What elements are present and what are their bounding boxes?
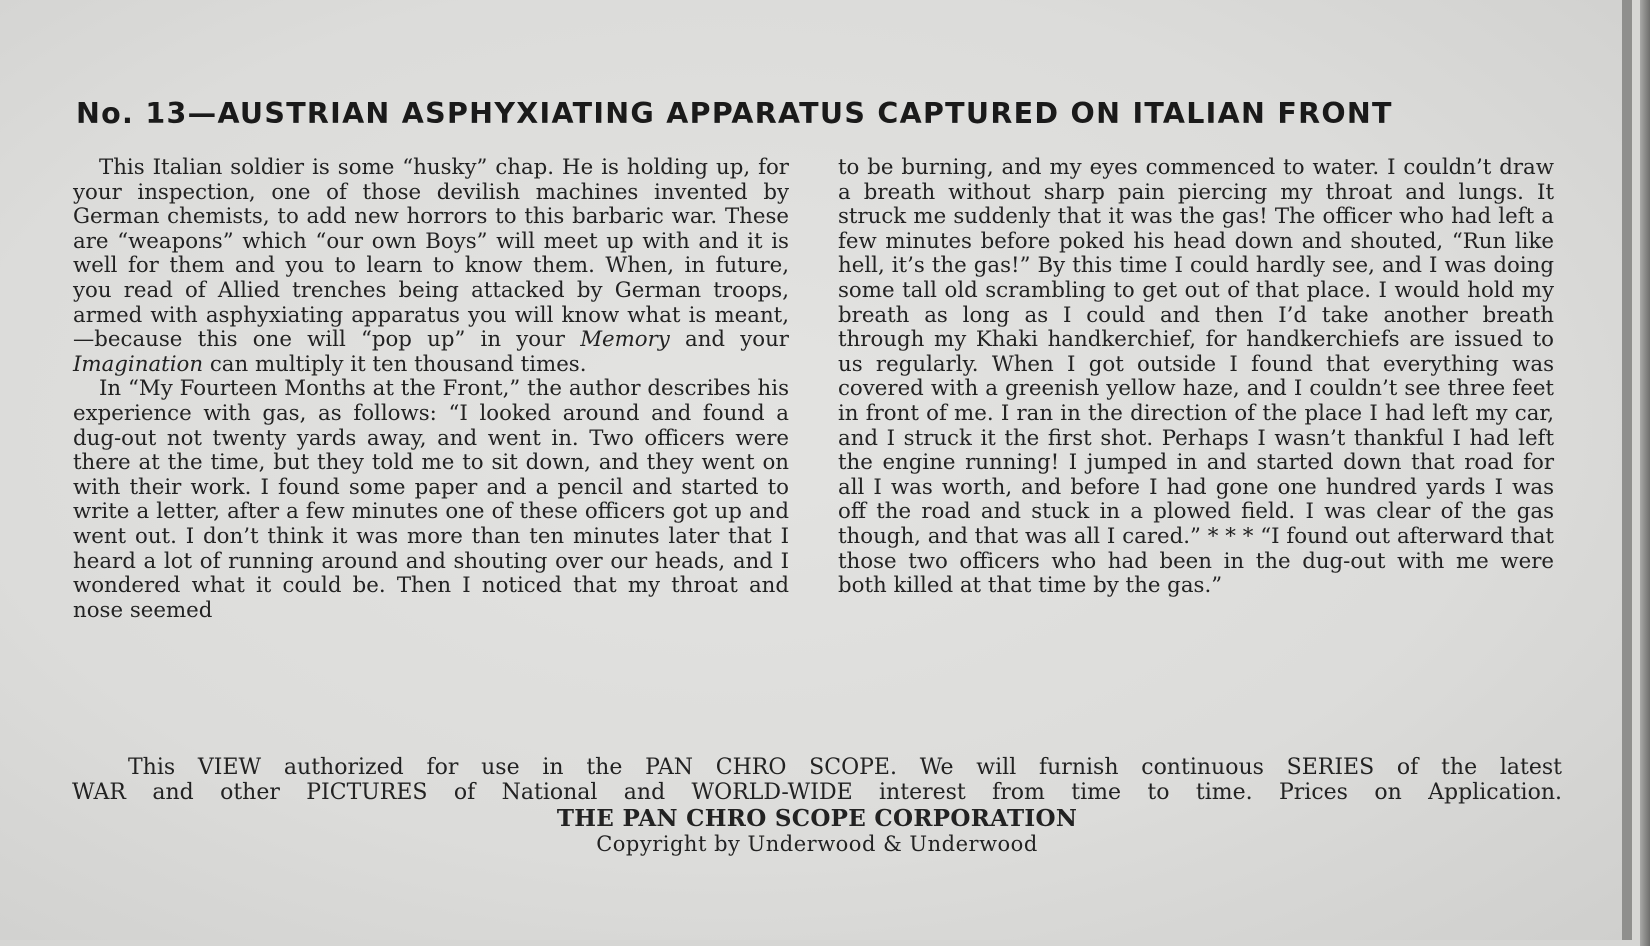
card-edge-shadow: [1640, 0, 1650, 946]
intro-text: This Italian soldier is some “husky” chap. He is holding up, for your inspection, one of those devilish machines invented by German chemists, to add new horrors to this barbaric war. These are “weapons” which “our own Boys” will meet up with and it is well for them and you to learn to know them. When, in future, you read of Allied trenches being attacked by German troops, armed with asphyxiating apparatus you will know what is meant,—because this one will “pop up” in your: [73, 155, 789, 353]
quote-paragraph-continued: to be burning, and my eyes commenced to water. I couldn’t draw a breath without sharp pain piercing my throat and lungs. It struck me suddenly that it was the gas! The officer who had left a few minutes before poked his head down and shouted, “Run like hell, it’s the gas!” By this time I could hardly see, and I was doing some tall old scrambling to get out of that place. I would hold my breath as long as I could and then I’d take another breath through my Khaki handkerchief, for handkerchiefs are issued to us regularly. When I got outside I found that everything was covered with a greenish yellow haze, and I couldn’t see three feet in front of me. I ran in the direction of the place I had left my car, and I struck it the first shot. Perhaps I wasn’t thankful I had left the engine running! I jumped in and started down that road for all I was worth, and before I had gone one hundred yards I was off the road and stuck in a plowed field. I was clear of the gas though, and that was all I cared.” * * * “I found out afterward that those two officers who had been in the dug-out with me were both killed at that time by the gas.”: [838, 155, 1554, 599]
intro-end: can multiply it ten thousand times.: [203, 351, 587, 377]
card-footer: [72, 755, 1562, 856]
copyright-line: Copyright by Underwood & Underwood: [596, 832, 1038, 856]
right-text-column: [838, 156, 1554, 599]
corporation-name: THE PAN CHRO SCOPE CORPORATION: [556, 805, 1078, 832]
left-text-column: [73, 156, 789, 623]
authorization-notice-line2: WAR and other PICTURES of National and WORLD-WIDE interest from time to time. Prices on Application.: [72, 780, 1562, 805]
memory-word: Memory: [580, 327, 670, 353]
intro-paragraph: [73, 156, 789, 377]
authorization-notice-line1: This VIEW authorized for use in the PAN CHRO SCOPE. We will furnish continuous SERIES of the latest: [128, 755, 1562, 780]
imagination-word: Imagination: [73, 351, 204, 377]
card-title: No. 13—AUSTRIAN ASPHYXIATING APPARATUS CAPTURED ON ITALIAN FRONT: [76, 97, 1393, 130]
intro-mid: and your: [669, 327, 789, 353]
quote-paragraph-start: In “My Fourteen Months at the Front,” the author describes his experience with gas, as follows: “I looked around and found a dug-out not twenty yards away, and went in. Two officers were there at the time, but they told me to sit down, and they went on with their work. I found some paper and a pencil and started to write a letter, after a few minutes one of these officers got up and went out. I don’t think it was more than ten minutes later that I heard a lot of running around and shouting over our heads, and I wondered what it could be. Then I noticed that my throat and nose seemed: [73, 376, 789, 623]
